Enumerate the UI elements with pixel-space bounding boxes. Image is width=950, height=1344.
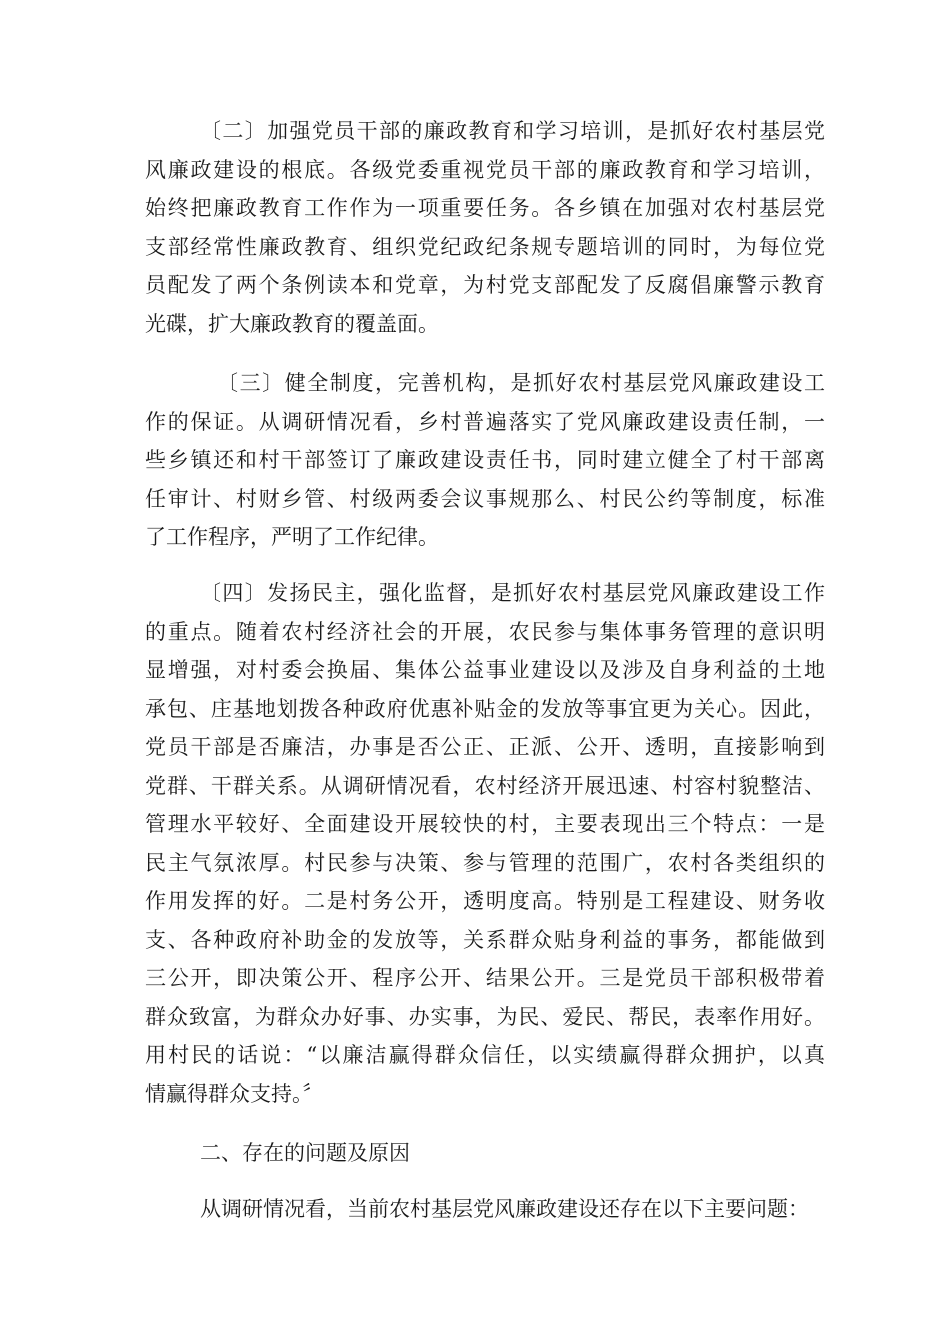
paragraph-line: 三公开，即决策公开、程序公开、结果公开。三是党员干部积极带着	[145, 966, 825, 990]
paragraph-line: 承包、庄基地划拨各种政府优惠补贴金的发放等事宜更为关心。因此，	[145, 696, 825, 721]
paragraph-closing	[145, 1190, 825, 1229]
section-heading-text: 二、存在的问题及原因	[200, 1141, 410, 1165]
paragraph-system-institutions	[145, 364, 825, 557]
section-heading	[145, 1134, 825, 1173]
paragraph-line: 党员干部是否廉洁，办事是否公正、正派、公开、透明，直接影响到	[145, 735, 825, 759]
paragraph-line: 民主气氛浓厚。村民参与决策、参与管理的范围广，农村各类组织的	[145, 850, 825, 875]
paragraph-line: 了工作程序，严明了工作纪律。	[145, 525, 439, 549]
paragraph-line: 作的保证。从调研情况看，乡村普遍落实了党风廉政建设责任制，一	[145, 409, 825, 434]
paragraph-line: 始终把廉政教育工作作为一项重要任务。各乡镇在加强对农村基层党	[145, 196, 825, 220]
paragraph-line: 党群、干群关系。从调研情况看，农村经济开展迅速、村容村貌整洁、	[145, 773, 825, 798]
paragraph-line: 从调研情况看，当前农村基层党风廉政建设还存在以下主要问题：	[200, 1197, 809, 1221]
paragraph-line: 些乡镇还和村干部签订了廉政建设责任书，同时建立健全了村干部离	[145, 448, 825, 472]
paragraph-education-training	[145, 112, 825, 343]
paragraph-democracy-supervision	[145, 574, 825, 1113]
paragraph-line: 风廉政建设的根底。各级党委重视党员干部的廉政教育和学习培训，	[145, 157, 825, 182]
paragraph-line: 群众致富，为群众办好事、办实事，为民、爱民、帮民，表率作用好。	[145, 1004, 825, 1029]
paragraph-line: 管理水平较好、全面建设开展较快的村，主要表现出三个特点：一是	[145, 812, 825, 836]
paragraph-line: 用村民的话说：“以廉洁赢得群众信任，以实绩赢得群众拥护，以真	[145, 1043, 825, 1067]
paragraph-line: 支部经常性廉政教育、组织党纪政纪条规专题培训的同时，为每位党	[145, 234, 825, 259]
paragraph-line: 的重点。随着农村经济社会的开展，农民参与集体事务管理的意识明	[145, 619, 825, 644]
paragraph-line: 光碟，扩大廉政教育的覆盖面。	[145, 311, 439, 336]
paragraph-line: 〔四〕发扬民主，强化监督，是抓好农村基层党风廉政建设工作	[200, 581, 825, 605]
paragraph-line: 〔三〕健全制度，完善机构，是抓好农村基层党风廉政建设工	[217, 371, 825, 395]
paragraph-line: 显增强，对村委会换届、集体公益事业建设以及涉及自身利益的土地	[145, 658, 825, 682]
paragraph-line: 情赢得群众支持。〞	[145, 1081, 324, 1106]
paragraph-line: 员配发了两个条例读本和党章，为村党支部配发了反腐倡廉警示教育	[145, 273, 825, 297]
paragraph-line: 〔二〕加强党员干部的廉政教育和学习培训，是抓好农村基层党	[200, 119, 825, 143]
paragraph-line: 任审计、村财乡管、村级两委会议事规那么、村民公约等制度，标准	[145, 486, 825, 511]
paragraph-line: 作用发挥的好。二是村务公开，透明度高。特别是工程建设、财务收	[145, 889, 825, 913]
paragraph-line: 支、各种政府补助金的发放等，关系群众贴身利益的事务，都能做到	[145, 927, 825, 952]
